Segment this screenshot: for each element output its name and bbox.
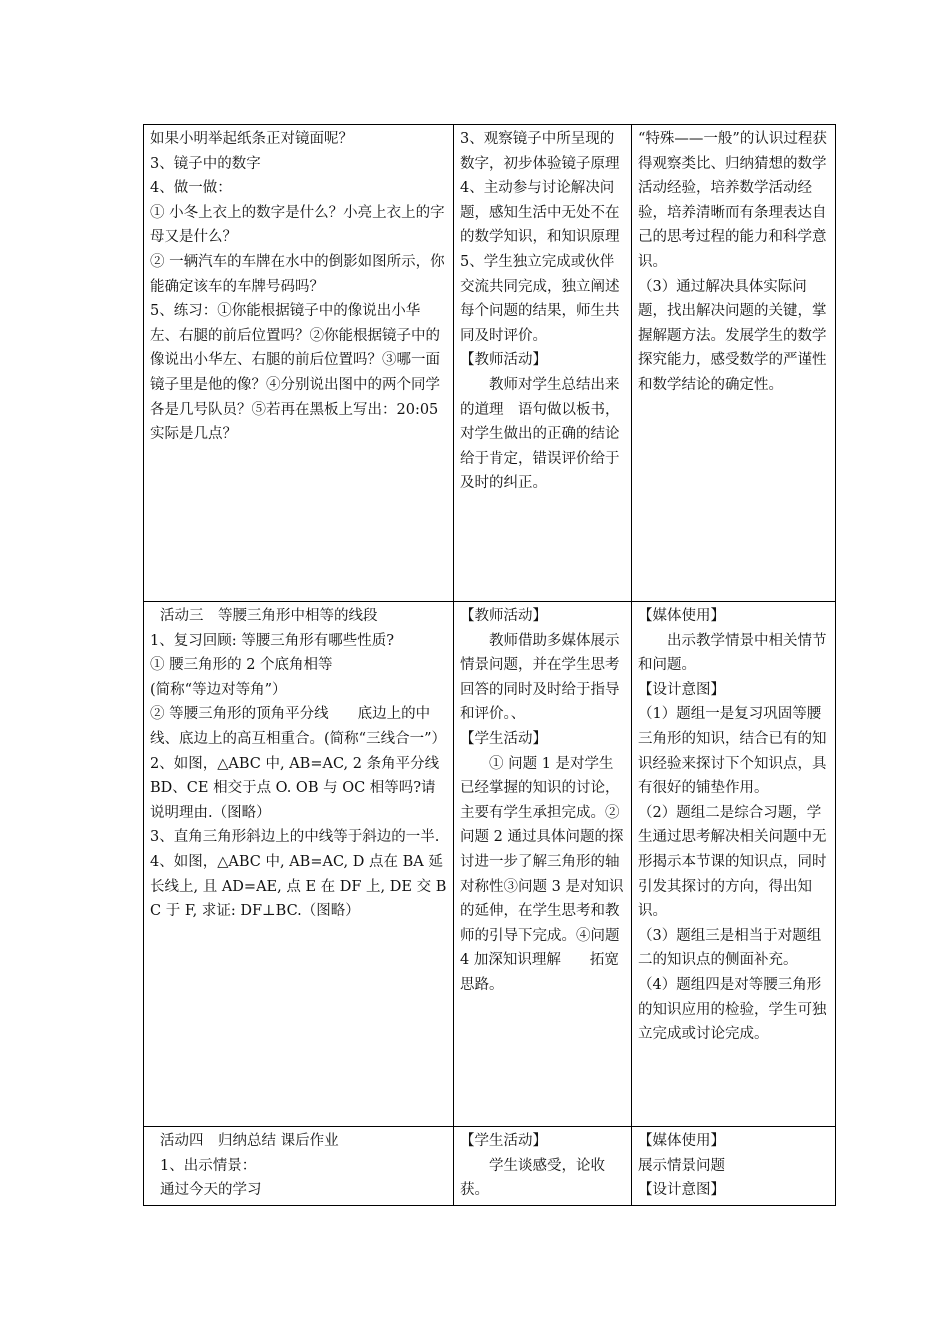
text-line: 学生谈感受，论收获。 [460, 1157, 605, 1199]
intent-cell [632, 602, 836, 1127]
section-heading: 【媒体使用】 [638, 608, 725, 624]
text-line: ② 等腰三角形的顶角平分线 底边上的中线、底边上的高互相重合。(简称“三线合一”） [150, 706, 446, 747]
table-row [144, 1127, 836, 1206]
text-line: 5、练习：①你能根据镜子中的像说出小华左、右腿的前后位置吗？②你能根据镜子中的像说出小华左、右腿的前后位置吗？③哪一面镜子里是他的像？④分别说出图中的两个同学各是几号队员？⑤若再在黑板上写出：20:05 实际是几点？ [150, 303, 440, 443]
section-heading: 【学生活动】 [460, 730, 547, 747]
intent-cell [632, 1127, 836, 1206]
content-cell [144, 125, 454, 602]
section-heading: 【学生活动】 [460, 1133, 547, 1149]
text-line: 教师借助多媒体展示情景问题，并在学生思考回答的同时及时给于指导和评价。、 [460, 632, 620, 723]
section-heading: 活动四 归纳总结 课后作业 [160, 1133, 339, 1149]
section-heading: 【设计意图】 [638, 1182, 725, 1199]
text-line: （3）题组三是相当于对题组二的知识点的侧面补充。 [638, 927, 822, 969]
text-line: （1）题组一是复习巩固等腰三角形的知识，结合已有的知识经验来探讨下个知识点，具有很好的铺垫作用。 [638, 706, 827, 797]
activity-cell [454, 125, 632, 602]
section-heading: 【媒体使用】 [638, 1133, 725, 1149]
text-line: ① 问题 1 是对学生已经掌握的知识的讨论，主要有学生承担完成。②问题 2 通过具体问题的探讨进一步了解三角形的轴对称性③问题 3 是对知识的延伸，在学生思考和教师的引导下完成。④问题 4 加深知识理解 拓宽思路。 [460, 755, 624, 993]
text-line: 展示情景问题 [638, 1157, 725, 1174]
text-line: 3、观察镜子中所呈现的数字，初步体验镜子原理 [460, 131, 620, 172]
text-line: 3、直角三角形斜边上的中线等于斜边的一半. [150, 829, 440, 846]
table-row [144, 125, 836, 602]
text-line: 5、学生独立完成或伙伴交流共同完成，独立阐述每个问题的结果，师生共同及时评价。 [460, 253, 620, 344]
section-heading: 【设计意图】 [638, 681, 725, 698]
text-line: 出示教学情景中相关情节和问题。 [638, 632, 827, 674]
activity-cell [454, 602, 632, 1127]
text-line: （4）题组四是对等腰三角形的知识应用的检验，学生可独立完成或讨论完成。 [638, 976, 827, 1043]
intent-cell [632, 125, 836, 602]
section-heading: 【教师活动】 [460, 352, 547, 369]
text-line: ① 腰三角形的 2 个底角相等 [150, 657, 333, 674]
text-line: ① 小冬上衣上的数字是什么？小亮上衣上的字母又是什么？ [150, 204, 445, 246]
content-cell [144, 602, 454, 1127]
content-cell [144, 1127, 454, 1206]
text-line: （3）通过解决具体实际问题，找出解决问题的关键，掌握解题方法。发展学生的数学探究能力，感受数学的严谨性和数学结论的确定性。 [638, 278, 827, 393]
text-line: 4、如图，△ABC 中, AB=AC, D 点在 BA 延长线上, 且 AD=AE, 点 E 在 DF 上, DE 交 BC 于 F, 求证: DF⊥BC.（图略） [150, 853, 447, 920]
text-line: 2、如图，△ABC 中, AB=AC, 2 条角平分线 BD、CE 相交于点 O. OB 与 OC 相等吗?请说明理由.（图略） [150, 755, 440, 821]
section-heading: 活动三 等腰三角形中相等的线段 [160, 608, 378, 624]
text-line: 通过今天的学习 [160, 1182, 262, 1199]
text-line: 1、复习回顾: 等腰三角形有哪些性质? [150, 632, 394, 649]
text-line: 教师对学生总结出来的道理 语句做以板书，对学生做出的正确的结论给于肯定，错误评价给于及时的纠正。 [460, 376, 620, 492]
text-line: 4、做一做： [150, 180, 232, 197]
activity-cell [454, 1127, 632, 1206]
text-line: 如果小明举起纸条正对镜面呢？ [150, 131, 353, 147]
text-line: ② 一辆汽车的车牌在水中的倒影如图所示，你能确定该车的车牌号码吗？ [150, 253, 445, 295]
lesson-plan-table [143, 124, 836, 1206]
text-line: 4、主动参与讨论解决问题，感知生活中无处不在的数学知识，和知识原理 [460, 180, 620, 246]
text-line: 3、镜子中的数字 [150, 155, 261, 172]
text-line: “特殊——一般”的认识过程获得观察类比、归纳猜想的数学活动经验，培养数学活动经验，培养清晰而有条理表达自己的思考过程的能力和科学意识。 [638, 131, 827, 270]
table-row [144, 602, 836, 1127]
text-line: 1、出示情景： [160, 1157, 257, 1174]
section-heading: 【教师活动】 [460, 608, 547, 624]
text-line: (简称“等边对等角”） [150, 681, 287, 698]
text-line: （2）题组二是综合习题，学生通过思考解决相关问题中无形揭示本节课的知识点，同时引发其探讨的方向，得出知识。 [638, 804, 827, 920]
